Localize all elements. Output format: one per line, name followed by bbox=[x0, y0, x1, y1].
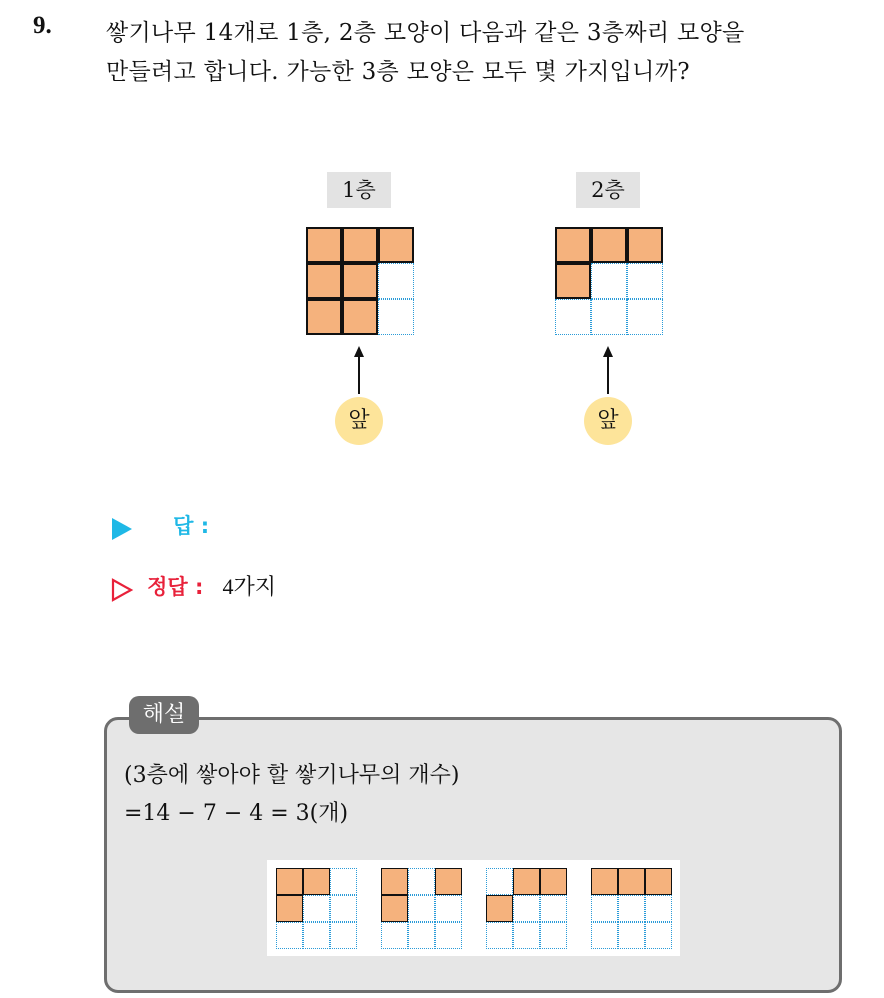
layer3-option-block bbox=[381, 868, 408, 895]
layer2-grid bbox=[555, 227, 663, 335]
correct-answer-row bbox=[110, 570, 276, 603]
layer3-option-empty-cell bbox=[408, 895, 435, 922]
explanation-line2: =14 − 7 − 4 = 3(개) bbox=[124, 801, 349, 826]
layer2-block bbox=[555, 263, 591, 299]
layer3-option-empty-cell bbox=[330, 922, 357, 949]
correct-answer-value: 4가지 bbox=[222, 574, 276, 599]
layer1-block bbox=[342, 299, 378, 335]
layer2-label: 2층 bbox=[576, 172, 640, 208]
layer3-option-empty-cell bbox=[330, 868, 357, 895]
front-badge-layer2: 앞 bbox=[584, 397, 632, 445]
layer3-option-empty-cell bbox=[540, 922, 567, 949]
layer1-block bbox=[306, 299, 342, 335]
front-badge-layer1: 앞 bbox=[335, 397, 383, 445]
layer3-option-block bbox=[381, 895, 408, 922]
layer1-label: 1층 bbox=[327, 172, 391, 208]
layer1-empty-cell bbox=[378, 299, 414, 335]
layer1-empty-cell bbox=[378, 263, 414, 299]
layer3-option-block bbox=[618, 868, 645, 895]
layer3-option-empty-cell bbox=[435, 922, 462, 949]
layer3-option-block bbox=[645, 868, 672, 895]
layer1-block bbox=[378, 227, 414, 263]
front-arrow-shaft bbox=[607, 354, 609, 394]
layer3-option-empty-cell bbox=[303, 895, 330, 922]
layer1-block bbox=[342, 227, 378, 263]
layer3-option-4 bbox=[591, 868, 672, 949]
layer3-option-empty-cell bbox=[486, 868, 513, 895]
layer3-option-empty-cell bbox=[330, 895, 357, 922]
layer3-option-empty-cell bbox=[435, 895, 462, 922]
layer3-option-block bbox=[540, 868, 567, 895]
layer3-option-empty-cell bbox=[618, 922, 645, 949]
front-arrow-shaft bbox=[358, 354, 360, 394]
question-number: 9. bbox=[33, 12, 52, 39]
layer3-option-block bbox=[591, 868, 618, 895]
play-triangle-icon bbox=[110, 516, 134, 542]
layer2-empty-cell bbox=[591, 263, 627, 299]
layer3-option-empty-cell bbox=[408, 868, 435, 895]
question-text-line2: 만들려고 합니다. 가능한 3층 모양은 모두 몇 가지입니까? bbox=[106, 59, 690, 85]
layer2-block bbox=[627, 227, 663, 263]
layer3-option-empty-cell bbox=[540, 895, 567, 922]
layer1-block bbox=[306, 263, 342, 299]
layer3-option-empty-cell bbox=[591, 922, 618, 949]
layer2-empty-cell bbox=[627, 263, 663, 299]
layer1-grid bbox=[306, 227, 414, 335]
layer3-option-block bbox=[513, 868, 540, 895]
layer3-option-empty-cell bbox=[513, 922, 540, 949]
layer2-empty-cell bbox=[555, 299, 591, 335]
answer-label: 답 : bbox=[173, 514, 210, 538]
layer3-option-1 bbox=[276, 868, 357, 949]
layer3-option-block bbox=[486, 895, 513, 922]
answer-row bbox=[110, 510, 209, 542]
layer3-option-empty-cell bbox=[303, 922, 330, 949]
possible-layer3-shapes bbox=[267, 860, 680, 956]
layer2-empty-cell bbox=[627, 299, 663, 335]
layer3-option-empty-cell bbox=[513, 895, 540, 922]
layer3-option-empty-cell bbox=[645, 895, 672, 922]
layer3-option-block bbox=[435, 868, 462, 895]
outline-triangle-icon bbox=[110, 577, 134, 603]
layer3-option-2 bbox=[381, 868, 462, 949]
layer2-block bbox=[555, 227, 591, 263]
layer2-block bbox=[591, 227, 627, 263]
correct-answer-label: 정답 : bbox=[147, 575, 204, 599]
explanation-line1: (3층에 쌓아야 할 쌓기나무의 개수) bbox=[124, 763, 460, 788]
layer3-option-empty-cell bbox=[408, 922, 435, 949]
layer3-option-block bbox=[276, 868, 303, 895]
layer3-option-block bbox=[303, 868, 330, 895]
layer3-option-block bbox=[276, 895, 303, 922]
layer2-empty-cell bbox=[591, 299, 627, 335]
layer3-option-empty-cell bbox=[618, 895, 645, 922]
layer1-block bbox=[306, 227, 342, 263]
question-text-line1: 쌓기나무 14개로 1층, 2층 모양이 다음과 같은 3층짜리 모양을 bbox=[106, 20, 745, 46]
layer3-option-empty-cell bbox=[276, 922, 303, 949]
layer3-option-empty-cell bbox=[591, 895, 618, 922]
layer3-option-empty-cell bbox=[486, 922, 513, 949]
layer3-option-empty-cell bbox=[645, 922, 672, 949]
layer1-block bbox=[342, 263, 378, 299]
layer3-option-empty-cell bbox=[381, 922, 408, 949]
explanation-tag: 해설 bbox=[129, 696, 199, 734]
layer3-option-3 bbox=[486, 868, 567, 949]
